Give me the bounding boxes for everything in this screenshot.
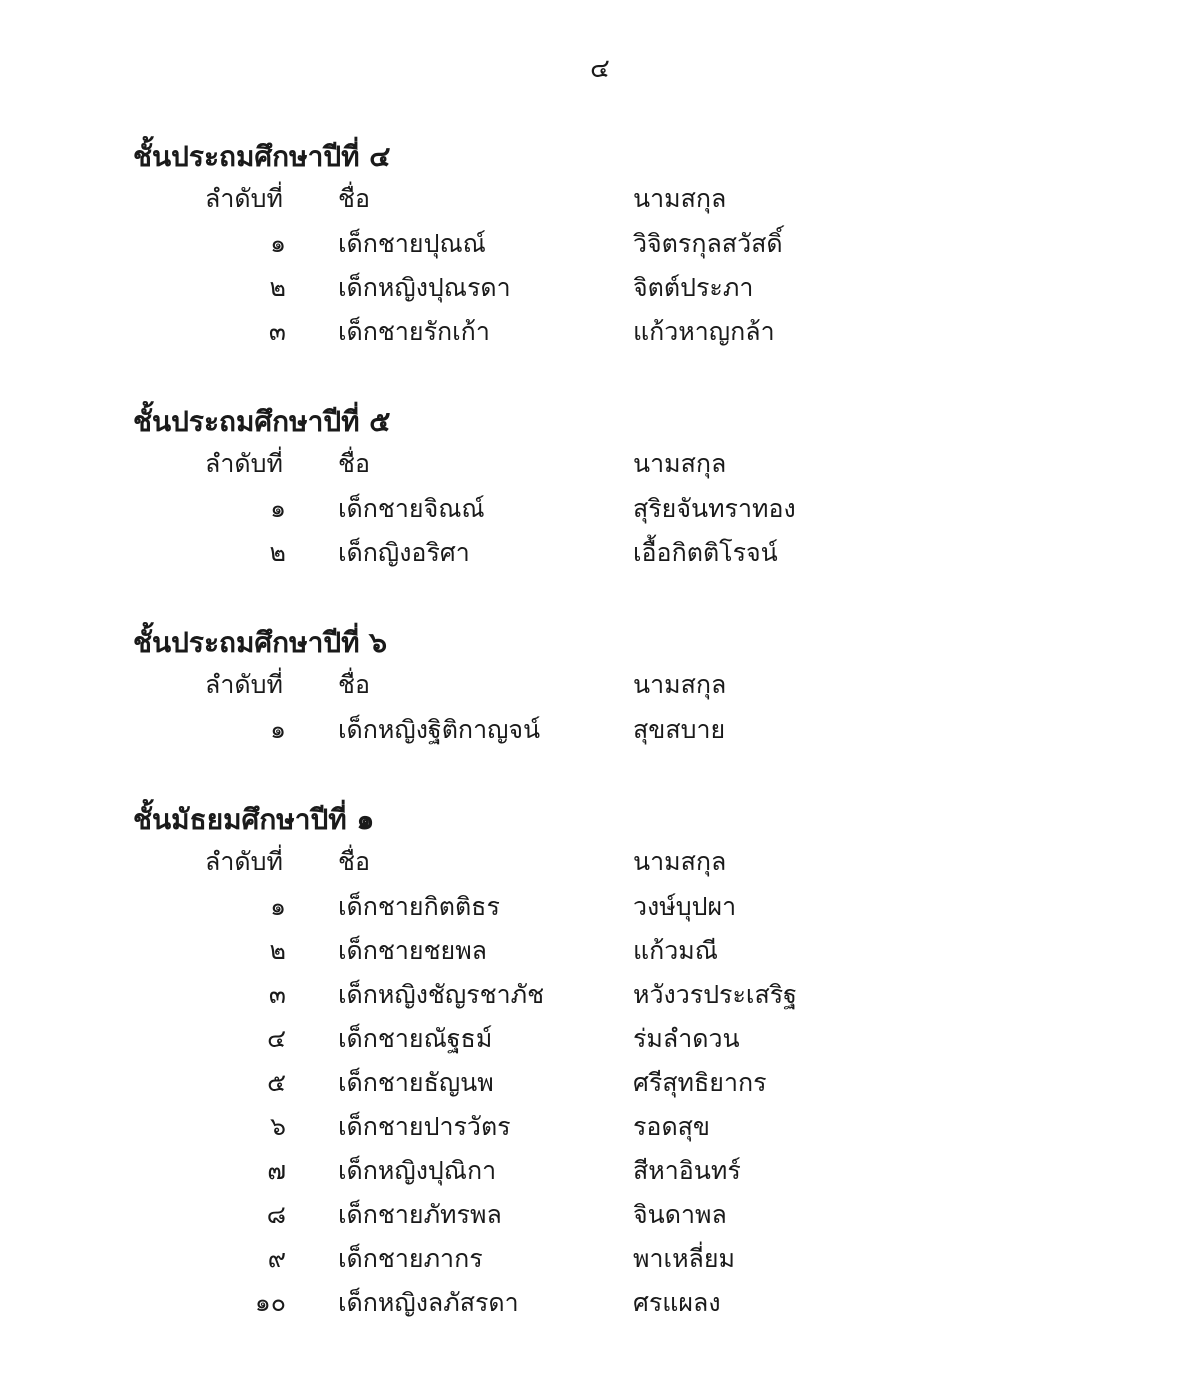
header-surname: นามสกุล — [633, 449, 727, 478]
row-name: เด็กญิงอริศา — [338, 538, 470, 567]
table-row — [0, 224, 1200, 268]
row-name: เด็กชายกิตติธร — [338, 892, 500, 921]
row-surname: ศรแผลง — [633, 1288, 721, 1317]
header-name: ชื่อ — [338, 847, 370, 876]
table-row — [0, 312, 1200, 356]
row-order: ๑ — [270, 229, 286, 258]
table-row — [0, 887, 1200, 931]
row-name: เด็กชายจิณณ์ — [338, 494, 485, 523]
header-surname: นามสกุล — [633, 847, 727, 876]
table-header — [0, 179, 1200, 223]
row-surname: ศรีสุทธิยากร — [633, 1068, 767, 1097]
row-order: ๙ — [267, 1244, 286, 1273]
row-name: เด็กหญิงชัญรชาภัช — [338, 980, 545, 1009]
row-surname: วิจิตรกุลสวัสดิ์ — [633, 229, 783, 258]
row-name: เด็กชายณัฐธม์ — [338, 1024, 493, 1053]
table-row — [0, 1063, 1200, 1107]
row-order: ๔ — [267, 1024, 286, 1053]
table-header — [0, 842, 1200, 886]
header-order: ลำดับที่ — [205, 670, 283, 699]
table-row — [0, 1151, 1200, 1195]
row-surname: สุริยจันทราทอง — [633, 494, 796, 523]
row-surname: สีหาอินทร์ — [633, 1156, 741, 1185]
table-row — [0, 710, 1200, 754]
table-row — [0, 1195, 1200, 1239]
header-name: ชื่อ — [338, 184, 370, 213]
row-surname: เอื้อกิตติโรจน์ — [633, 538, 778, 567]
row-order: ๖ — [270, 1112, 286, 1141]
row-name: เด็กหญิงปุณิกา — [338, 1156, 497, 1185]
header-order: ลำดับที่ — [205, 184, 283, 213]
table-header — [0, 665, 1200, 709]
table-row — [0, 1239, 1200, 1283]
header-surname: นามสกุล — [633, 670, 727, 699]
row-surname: สุขสบาย — [633, 715, 726, 744]
table-row — [0, 1107, 1200, 1151]
header-order: ลำดับที่ — [205, 847, 283, 876]
row-order: ๒ — [269, 538, 286, 567]
section-title: ชั้นประถมศึกษาปีที่ ๕ — [133, 405, 391, 438]
row-order: ๒ — [269, 273, 286, 302]
row-order: ๘ — [266, 1200, 286, 1229]
table-row — [0, 1283, 1200, 1327]
table-row — [0, 931, 1200, 975]
header-surname: นามสกุล — [633, 184, 727, 213]
row-surname: แก้วมณี — [633, 936, 718, 965]
row-name: เด็กชายภากร — [338, 1244, 483, 1273]
row-surname: วงษ์บุปผา — [633, 892, 737, 921]
row-name: เด็กชายปุณณ์ — [338, 229, 486, 258]
row-order: ๑๐ — [254, 1288, 286, 1317]
table-row — [0, 268, 1200, 312]
row-order: ๓ — [268, 980, 286, 1009]
row-name: เด็กชายชยพล — [338, 936, 487, 965]
row-name: เด็กชายธัญนพ — [338, 1068, 494, 1097]
header-order: ลำดับที่ — [205, 449, 283, 478]
row-order: ๒ — [269, 936, 286, 965]
page-number: ๔ — [590, 54, 610, 84]
row-name: เด็กชายภัทรพล — [338, 1200, 502, 1229]
section-title: ชั้นประถมศึกษาปีที่ ๖ — [133, 626, 388, 659]
header-name: ชื่อ — [338, 670, 370, 699]
row-surname: จิตต์ประภา — [633, 273, 754, 302]
table-header — [0, 444, 1200, 488]
row-name: เด็กชายรักเก้า — [338, 317, 490, 346]
row-surname: รอดสุข — [633, 1112, 711, 1141]
section-title: ชั้นมัธยมศึกษาปีที่ ๑ — [133, 803, 375, 836]
table-row — [0, 975, 1200, 1019]
row-order: ๑ — [270, 494, 286, 523]
row-surname: แก้วหาญกล้า — [633, 317, 775, 346]
table-row — [0, 1019, 1200, 1063]
row-order: ๗ — [267, 1156, 286, 1185]
row-surname: พาเหลี่ยม — [633, 1244, 735, 1273]
row-name: เด็กหญิงปุณรดา — [338, 273, 511, 302]
row-name: เด็กชายปารวัตร — [338, 1112, 511, 1141]
row-order: ๑ — [270, 892, 286, 921]
table-row — [0, 489, 1200, 533]
header-name: ชื่อ — [338, 449, 370, 478]
row-surname: ร่มลำดวน — [633, 1024, 740, 1053]
section-title: ชั้นประถมศึกษาปีที่ ๔ — [133, 140, 391, 173]
row-surname: หวังวรประเสริฐ — [633, 980, 797, 1009]
row-order: ๓ — [268, 317, 286, 346]
row-name: เด็กหญิงฐิติกาญจน์ — [338, 715, 541, 744]
table-row — [0, 533, 1200, 577]
row-order: ๕ — [267, 1068, 286, 1097]
row-surname: จินดาพล — [633, 1200, 727, 1229]
row-order: ๑ — [270, 715, 286, 744]
row-name: เด็กหญิงลภัสรดา — [338, 1288, 519, 1317]
